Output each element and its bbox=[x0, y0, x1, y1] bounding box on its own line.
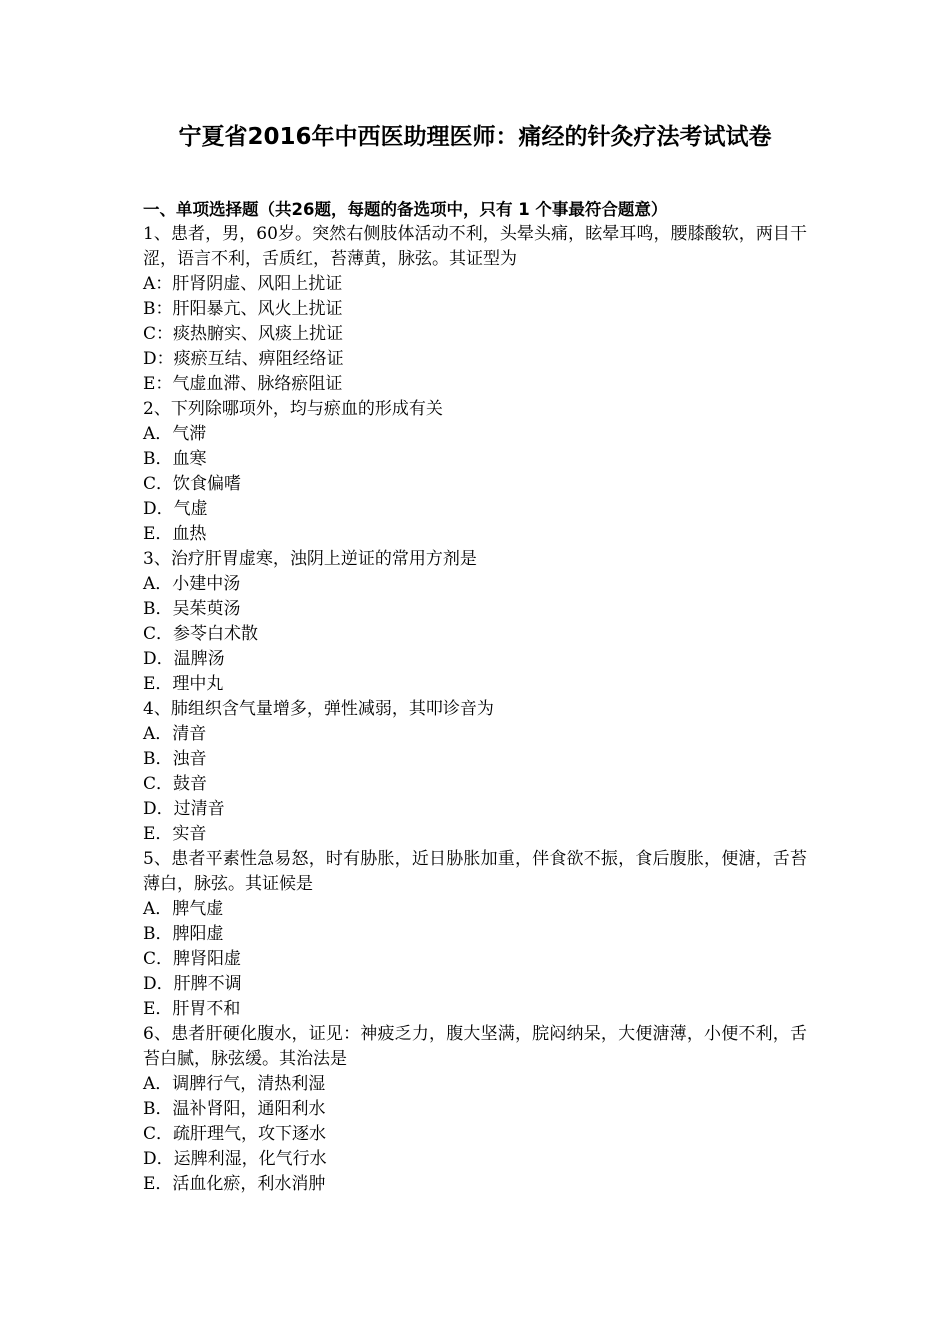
option-b: B．吴茱萸汤 bbox=[143, 599, 241, 619]
option-a: A．小建中汤 bbox=[143, 574, 241, 594]
question-stem: 4、肺组织含气量增多，弹性减弱，其叩诊音为 bbox=[143, 699, 494, 719]
option-e: E．理中丸 bbox=[143, 674, 224, 694]
option-e: E．肝胃不和 bbox=[143, 999, 241, 1019]
option-c: C．脾肾阳虚 bbox=[143, 949, 242, 969]
option-e: E：气虚血滞、脉络瘀阻证 bbox=[143, 374, 343, 394]
question-2 bbox=[143, 397, 807, 547]
option-e: E．实音 bbox=[143, 824, 207, 844]
option-b: B．血寒 bbox=[143, 449, 207, 469]
document-title: 宁夏省2016年中西医助理医师：痛经的针灸疗法考试试卷 bbox=[178, 124, 772, 150]
question-1 bbox=[143, 222, 807, 397]
option-a: A．脾气虚 bbox=[143, 899, 224, 919]
question-stem: 2、下列除哪项外，均与瘀血的形成有关 bbox=[143, 399, 443, 419]
option-d: D．运脾利湿，化气行水 bbox=[143, 1149, 327, 1169]
question-stem: 6、患者肝硬化腹水，证见：神疲乏力，腹大坚满，脘闷纳呆，大便溏薄，小便不利，舌苔白腻，脉弦缓。其治法是 bbox=[143, 1024, 807, 1069]
option-e: E．血热 bbox=[143, 524, 207, 544]
option-c: C．疏肝理气，攻下逐水 bbox=[143, 1124, 327, 1144]
option-d: D．肝脾不调 bbox=[143, 974, 242, 994]
question-4 bbox=[143, 697, 807, 847]
option-a: A．气滞 bbox=[143, 424, 207, 444]
option-d: D．气虚 bbox=[143, 499, 208, 519]
question-stem: 1、患者，男，60岁。突然右侧肢体活动不利，头晕头痛，眩晕耳鸣，腰膝酸软，两目干涩，语言不利，舌质红，苔薄黄，脉弦。其证型为 bbox=[143, 224, 807, 269]
option-b: B．脾阳虚 bbox=[143, 924, 224, 944]
option-c: C．鼓音 bbox=[143, 774, 208, 794]
section-heading: 一、单项选择题（共26题，每题的备选项中，只有 1 个事最符合题意） bbox=[143, 200, 668, 219]
option-c: C：痰热腑实、风痰上扰证 bbox=[143, 324, 344, 344]
option-a: A．调脾行气，清热利湿 bbox=[143, 1074, 326, 1094]
option-d: D．温脾汤 bbox=[143, 649, 225, 669]
option-d: D：痰瘀互结、痹阻经络证 bbox=[143, 349, 344, 369]
question-stem: 5、患者平素性急易怒，时有胁胀，近日胁胀加重，伴食欲不振，食后腹胀，便溏，舌苔薄白，脉弦。其证候是 bbox=[143, 849, 807, 894]
option-c: C．饮食偏嗜 bbox=[143, 474, 242, 494]
option-b: B．温补肾阳，通阳利水 bbox=[143, 1099, 326, 1119]
option-b: B：肝阳暴亢、风火上扰证 bbox=[143, 299, 343, 319]
option-b: B．浊音 bbox=[143, 749, 207, 769]
document-body bbox=[143, 197, 807, 1197]
option-a: A：肝肾阴虚、风阳上扰证 bbox=[143, 274, 343, 294]
question-5 bbox=[143, 847, 807, 1022]
option-d: D．过清音 bbox=[143, 799, 225, 819]
question-stem: 3、治疗肝胃虚寒，浊阴上逆证的常用方剂是 bbox=[143, 549, 477, 569]
question-6 bbox=[143, 1022, 807, 1197]
option-e: E．活血化瘀，利水消肿 bbox=[143, 1174, 326, 1194]
option-c: C．参苓白术散 bbox=[143, 624, 259, 644]
question-3 bbox=[143, 547, 807, 697]
option-a: A．清音 bbox=[143, 724, 207, 744]
